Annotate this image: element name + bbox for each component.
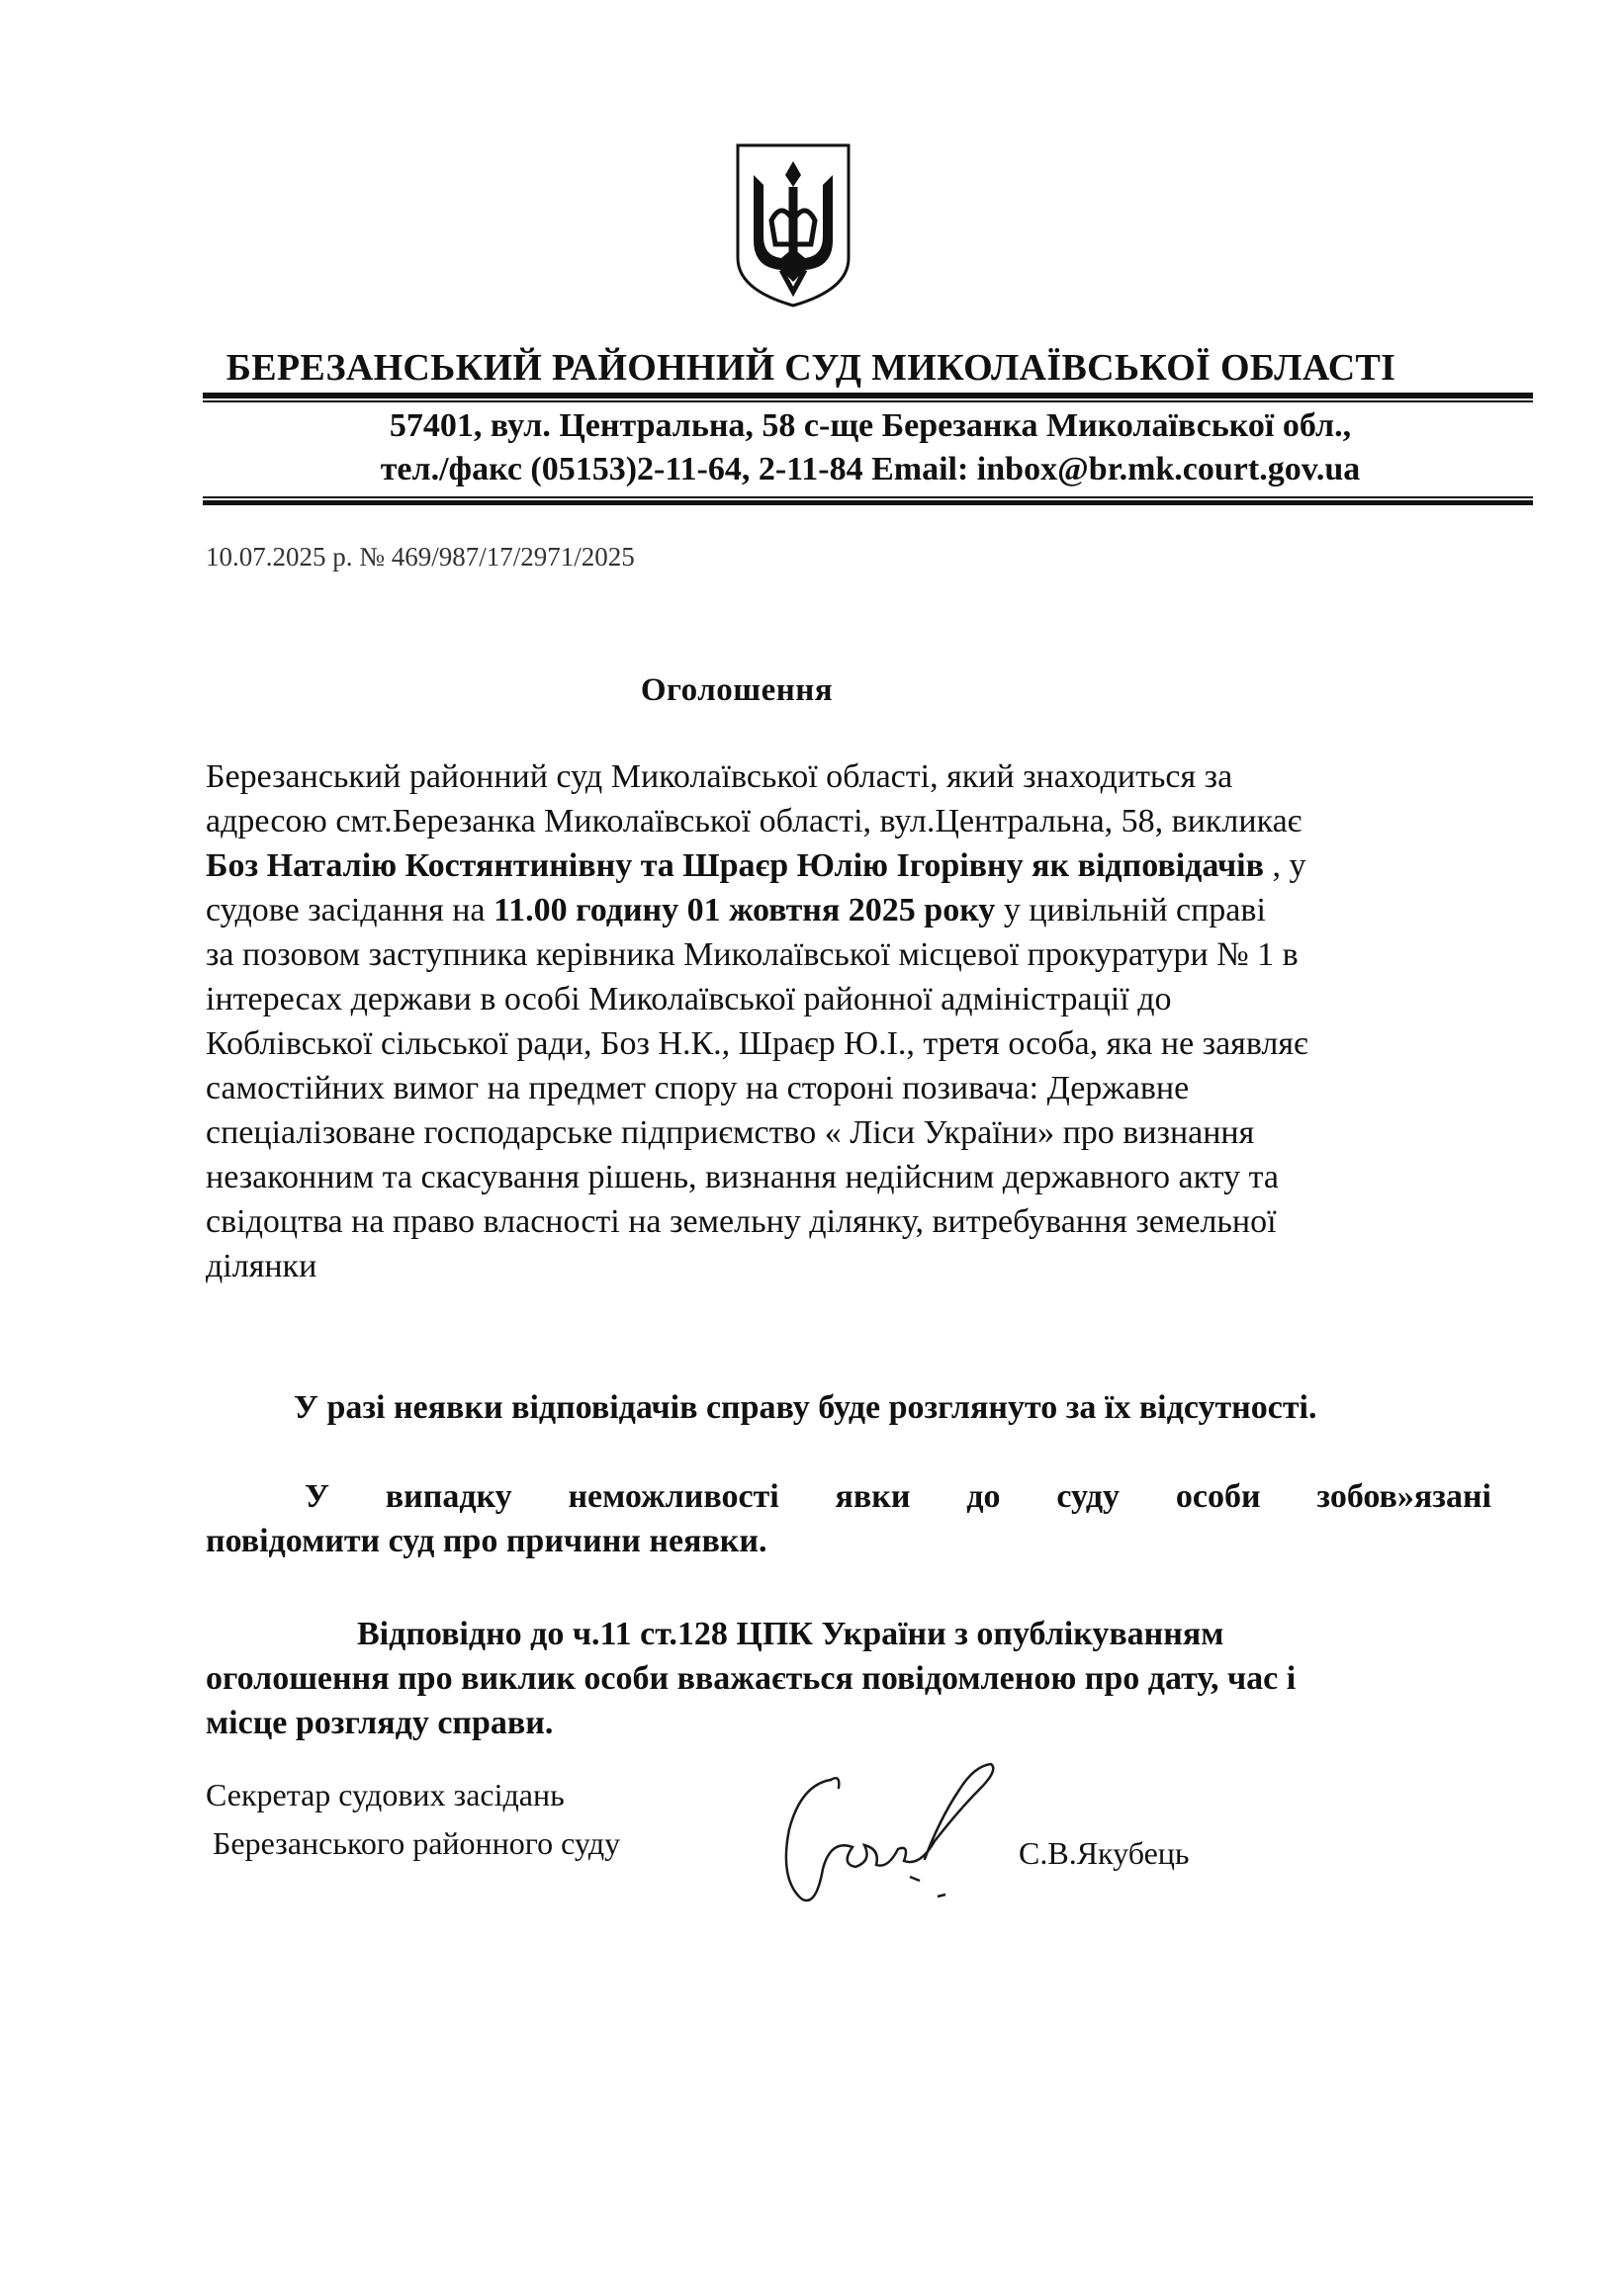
header-divider-top-thin [203, 400, 1533, 402]
body-line: спеціалізоване господарське підприємство « Ліси України» про визнання [206, 1114, 1255, 1151]
body-line [206, 843, 1491, 888]
header-divider-top [203, 393, 1533, 398]
notice-word: суду [1056, 1478, 1121, 1515]
legal-basis-line: місце розгляду справи. [206, 1705, 554, 1741]
header-divider-bottom [203, 500, 1533, 505]
signer-position: Секретар судових засідань [206, 1777, 565, 1812]
body-line: ділянки [206, 1248, 317, 1284]
notice-word: У [305, 1478, 329, 1515]
hearing-case-intro: у цивільній справі [995, 892, 1266, 928]
signer-court: Березанського районного суду [213, 1825, 621, 1861]
hearing-datetime: 11.00 годину 01 жовтня 2025 року [494, 892, 996, 928]
body-line: за позовом заступника керівника Миколаївської місцевої прокуратури № 1 в [206, 936, 1299, 973]
body-line: Коблівської сільської ради, Боз Н.К., Шраєр Ю.І., третя особа, яка не заявляє [206, 1025, 1308, 1062]
header-divider-bottom-thin [203, 496, 1533, 498]
body-line: незаконним та скасування рішень, визнання недійсним державного акту та [206, 1159, 1279, 1195]
legal-basis-notice [206, 1612, 1296, 1745]
body-line: свідоцтва на право власності на земельну ділянку, витребування земельної [206, 1203, 1277, 1240]
body-line [206, 888, 1491, 932]
notice-word: до [966, 1478, 1001, 1515]
legal-basis-line: оголошення про виклик особи вважається повідомленою про дату, час і [206, 1660, 1297, 1697]
court-name: БЕРЕЗАНСЬКИЙ РАЙОННИЙ СУД МИКОЛАЇВСЬКОЇ ОБЛАСТІ [225, 347, 1396, 389]
notice-word: зобов»язані [1316, 1478, 1491, 1515]
trident-coat-of-arms-icon [732, 141, 854, 309]
inability-notice-line1 [206, 1478, 1491, 1516]
defendants-names: Боз Наталію Костянтинівну та Шраєр Юлію Ігорівну як відповідачів [206, 847, 1264, 884]
body-line: самостійних вимог на предмет спору на стороні позивача: Державне [206, 1070, 1190, 1106]
body-line-tail: , у [1264, 847, 1306, 884]
inability-notice-line2: повідомити суд про причини неявки. [206, 1523, 767, 1559]
document-reference: 10.07.2025 р. № 469/987/17/2971/2025 [206, 542, 635, 572]
announcement-body [206, 754, 1491, 1288]
court-address: 57401, вул. Центральна, 58 с-ще Березанка Миколаївської обл., [389, 407, 1352, 444]
body-line: інтересах держави в особі Миколаївської районної адміністрації до [206, 981, 1172, 1017]
notice-word: неможливості [568, 1478, 779, 1515]
court-contacts: тел./факс (05153)2-11-64, 2-11-84 Email: inbox@br.mk.court.gov.ua [380, 451, 1361, 487]
document-title: Оголошення [640, 672, 834, 708]
notice-word: явки [835, 1478, 911, 1515]
hearing-intro: судове засідання на [206, 892, 494, 928]
body-line: Березанський районний суд Миколаївської області, який знаходиться за [206, 758, 1233, 795]
notice-word: особи [1175, 1478, 1261, 1515]
legal-basis-line: Відповідно до ч.11 ст.128 ЦПК України з опублікуванням [206, 1616, 1224, 1652]
signer-name: С.В.Якубець [1019, 1835, 1190, 1871]
notice-word: випадку [385, 1478, 512, 1515]
absence-notice: У разі неявки відповідачів справу буде розглянуто за їх відсутності. [294, 1389, 1317, 1426]
body-line: адресою смт.Березанка Миколаївської області, вул.Центральна, 58, викликає [206, 803, 1302, 839]
handwritten-signature [762, 1750, 1029, 1928]
